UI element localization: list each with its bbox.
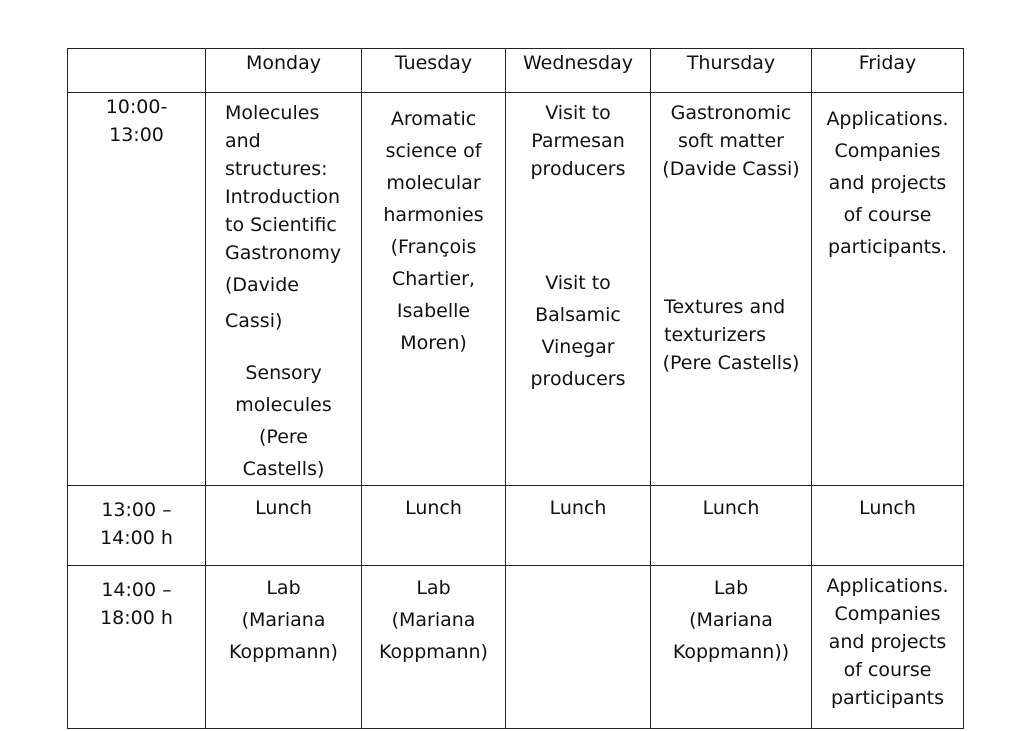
lunch-label: Lunch — [702, 497, 760, 519]
header-row — [68, 49, 964, 93]
session-line: soft matter — [678, 130, 784, 152]
session-line: Aromatic — [390, 108, 477, 130]
cell-friday-morning — [812, 93, 964, 486]
cell-friday-afternoon — [812, 566, 964, 729]
session-line: Applications. — [826, 575, 949, 597]
session-line: texturizers — [664, 324, 767, 346]
session-line: molecular — [386, 172, 481, 194]
cell-friday-lunch — [812, 486, 964, 566]
cell-thursday-lunch — [651, 486, 812, 566]
cell-tuesday-morning — [362, 93, 506, 486]
session-line: Koppmann) — [229, 641, 338, 663]
cell-monday-morning — [206, 93, 362, 486]
morning-row — [68, 93, 964, 486]
session-line: Chartier, — [391, 268, 476, 290]
session-line: producers — [530, 158, 626, 180]
session-line: Companies — [834, 603, 941, 625]
session-line: science of — [385, 140, 482, 162]
time-line: 14:00 h — [100, 527, 173, 549]
time-line: 13:00 — [109, 124, 164, 146]
time-line: 14:00 – — [101, 579, 172, 601]
session-line: Textures and — [664, 296, 786, 318]
header-corner — [68, 49, 206, 93]
session-line: (Mariana — [241, 609, 326, 631]
lunch-label: Lunch — [255, 497, 312, 519]
session-line: Moren) — [400, 332, 467, 354]
time-line: 18:00 h — [100, 607, 173, 629]
session-line: Visit to — [545, 272, 611, 294]
session-line: producers — [530, 368, 626, 390]
cell-monday-afternoon — [206, 566, 362, 729]
session-line: participants. — [827, 236, 948, 258]
header-thursday: Thursday — [651, 49, 812, 93]
cell-monday-lunch — [206, 486, 362, 566]
session-line: molecules — [235, 394, 332, 416]
time-line: 10:00- — [105, 96, 168, 118]
session-line: (Mariana — [689, 609, 773, 631]
time-slot-afternoon — [68, 566, 206, 729]
session-line: to Scientific — [225, 214, 337, 236]
cell-thursday-morning — [651, 93, 812, 486]
session-line: Introduction — [225, 186, 341, 208]
session-line: and projects — [828, 631, 947, 653]
session-line: and projects — [828, 172, 947, 194]
session-line: (Davide Cassi) — [225, 274, 299, 332]
session-line: (Pere Castells) — [662, 352, 800, 374]
session-line: participants — [830, 687, 945, 709]
session-line: Gastronomy — [225, 242, 342, 264]
afternoon-row — [68, 566, 964, 729]
session-line: (Pere — [259, 426, 308, 448]
header-monday: Monday — [206, 49, 362, 93]
session-line: Gastronomic — [670, 102, 792, 124]
cell-tuesday-lunch — [362, 486, 506, 566]
header-friday: Friday — [812, 49, 964, 93]
session-line: Companies — [834, 140, 941, 162]
session-line: harmonies — [383, 204, 484, 226]
session-line: Castells) — [242, 458, 325, 480]
time-slot-morning — [68, 93, 206, 486]
cell-wednesday-afternoon — [506, 566, 651, 729]
session-line: Vinegar — [541, 336, 615, 358]
session-line: of course — [843, 659, 932, 681]
lunch-label: Lunch — [859, 497, 916, 519]
cell-tuesday-afternoon — [362, 566, 506, 729]
schedule-table — [67, 48, 964, 729]
session-line: Koppmann) — [379, 641, 488, 663]
session-line: (Mariana — [391, 609, 476, 631]
session-line: Lab — [713, 577, 749, 599]
session-line: Lab — [266, 577, 301, 599]
session-line: (François — [390, 236, 477, 258]
lunch-label: Lunch — [405, 497, 462, 519]
time-line: 13:00 – — [101, 499, 172, 521]
session-line: Parmesan — [531, 130, 625, 152]
session-line: structures: — [225, 158, 328, 180]
session-line: Molecules — [225, 102, 320, 124]
session-line: Balsamic — [535, 304, 621, 326]
header-wednesday: Wednesday — [506, 49, 651, 93]
lunch-row — [68, 486, 964, 566]
session-line: Koppmann)) — [672, 641, 790, 663]
cell-wednesday-morning — [506, 93, 651, 486]
session-line: (Davide Cassi) — [662, 158, 800, 180]
session-line: Sensory — [245, 362, 322, 384]
session-line: Lab — [416, 577, 451, 599]
session-line: of course — [843, 204, 932, 226]
cell-thursday-afternoon — [651, 566, 812, 729]
header-tuesday: Tuesday — [362, 49, 506, 93]
time-slot-lunch — [68, 486, 206, 566]
lunch-label: Lunch — [549, 497, 607, 519]
session-line: Applications. — [826, 108, 949, 130]
session-line: Visit to — [545, 102, 611, 124]
session-line: Isabelle — [396, 300, 471, 322]
cell-wednesday-lunch — [506, 486, 651, 566]
session-line: and — [225, 130, 261, 152]
